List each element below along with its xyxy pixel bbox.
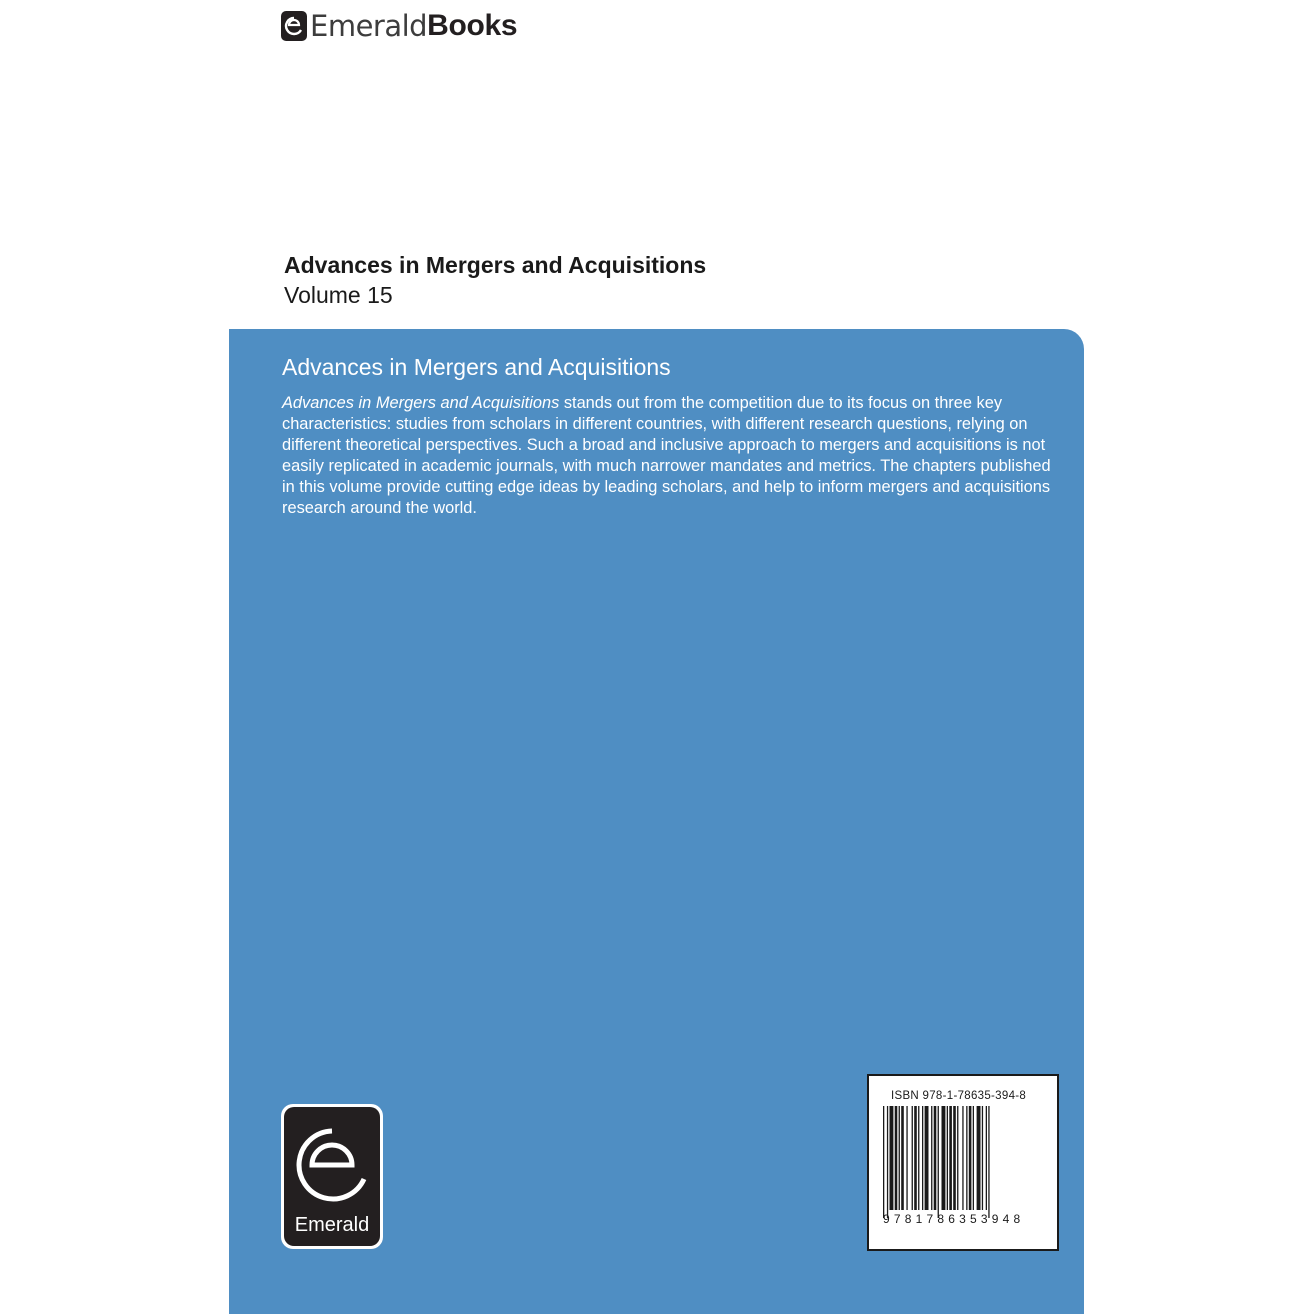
description-text: stands out from the competition due to its focus on three key characteristics: studies from scholars in different countries, with different research questions, relying on different theoretical perspectives. Such a broad and inclusive approach to mergers and acquisitions is not easily replicated in academic journals, with much narrower mandates and metrics. The chapters published in this volume provide cutting edge ideas by leading scholars, and help to inform mergers and acquisitions research around the world. xyxy=(282,394,1051,517)
description-panel xyxy=(229,329,1084,1314)
panel-heading: Advances in Mergers and Acquisitions xyxy=(282,354,671,380)
description-italic-title: Advances in Mergers and Acquisitions xyxy=(282,394,560,412)
volume-number: Volume 15 xyxy=(284,282,393,308)
isbn-label: ISBN 978-1-78635-394-8 xyxy=(891,1090,1027,1102)
logo-word-books: Books xyxy=(427,9,518,42)
isbn-barcode xyxy=(867,1074,1059,1251)
barcode-bars xyxy=(883,1106,1041,1218)
barcode-digits: 9781786353948 xyxy=(883,1212,1025,1226)
emerald-e-icon xyxy=(284,1117,380,1213)
series-title: Advances in Mergers and Acquisitions xyxy=(284,252,707,278)
logo-word-emerald: Emerald xyxy=(310,9,428,43)
emerald-e-icon xyxy=(281,11,307,41)
emerald-books-logo xyxy=(281,6,517,46)
emerald-badge xyxy=(281,1104,383,1249)
panel-description xyxy=(282,393,1067,519)
badge-label: Emerald xyxy=(294,1214,370,1236)
